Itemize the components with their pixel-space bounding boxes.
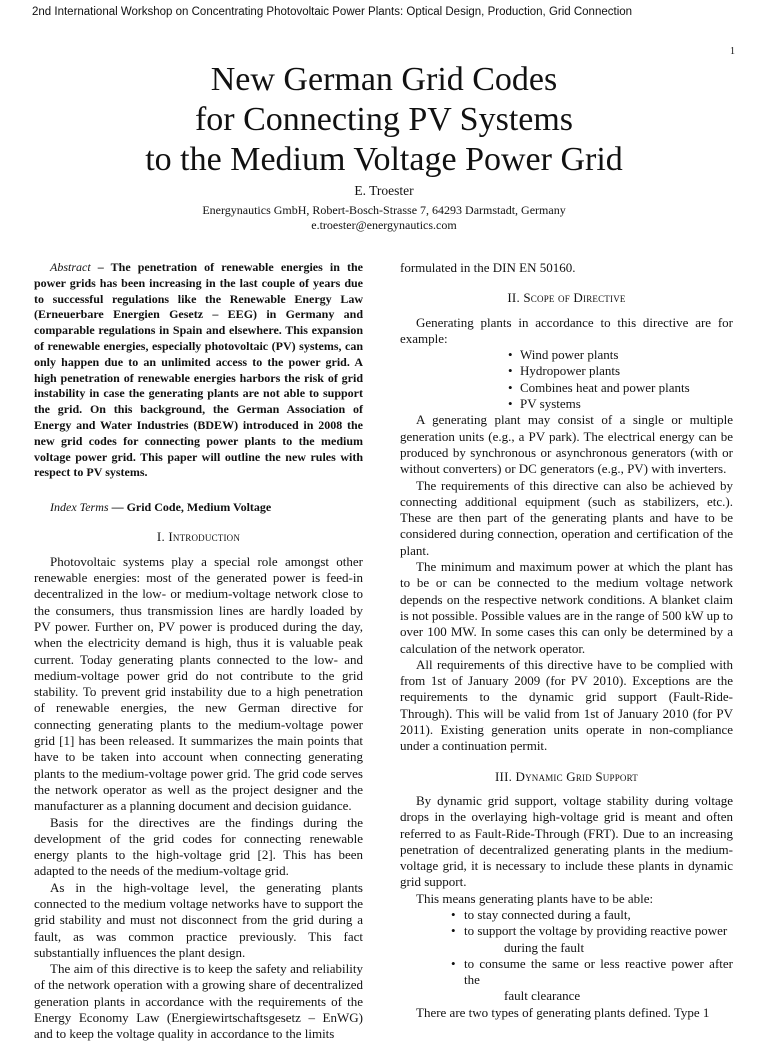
paragraph: By dynamic grid support, voltage stability during voltage drops in the overlaying high-voltage grid is meant and often referred to as Fault-Ride-Through (FRT). Due to an increasing penetration of decentralized generating plants in the medium-voltage grid, it is necessary to include these plants in dynamic grid support. xyxy=(400,792,733,890)
abstract-label: Abstract xyxy=(50,260,91,274)
paragraph: As in the high-voltage level, the generating plants connected to the medium voltage networks have to support the grid stability and must not disconnect from the grid during a fault, as was common practice previously. This fact substantially influences the plant design. xyxy=(34,879,363,960)
list-item-continuation: during the fault xyxy=(504,939,585,955)
paper-title xyxy=(0,60,768,180)
list-item xyxy=(400,956,733,1005)
list-item: • PV systems xyxy=(400,396,733,412)
index-terms-text: — Grid Code, Medium Voltage xyxy=(108,500,272,515)
paragraph: The minimum and maximum power at which the plant has to be or can be connected to the medium voltage network depends on the respective network conditions. A blanket claim is not possible. Possible values are in the range of 500 kW up to over 100 MW. In some cases this can only be determined by a calculation of the network operator. xyxy=(400,559,733,656)
email: e.troester@energynautics.com xyxy=(311,218,457,232)
paragraph: All requirements of this directive have to be complied with from 1st of January 2009 (for PV 2010). Exceptions are the requirements to the dynamic grid support (Fault-Ride-Through). This will be valid from 1st of January 2010 (for PV 2011). Existing generation units operate in non-compliance under a continuation permit. xyxy=(400,656,733,754)
section-heading-dynamic-grid-support: III. Dynamic Grid Support xyxy=(495,768,638,784)
right-column xyxy=(400,260,733,1021)
plant-type-list xyxy=(400,347,733,412)
title-line-2: for Connecting PV Systems xyxy=(194,101,574,138)
list-item xyxy=(400,923,733,956)
section-heading-introduction: I. Introduction xyxy=(156,529,241,545)
affiliation-block xyxy=(0,203,768,233)
affiliation: Energynautics GmbH, Robert-Bosch-Strasse 7, 64293 Darmstadt, Germany xyxy=(202,203,566,217)
abstract-text: – The penetration of renewable energies in the power grids has been increasing in the last couple of years due to successful regulations like the Renewable Energy Law (Erneuerbare Energien Gesetz – EEG) in Germany and comparable regulations in Spain and elsewhere. This expansion of renewable energies, especially photovoltaic (PV) systems, can only happen due to an unlimited access to the power grid. A high penetration of renewable energies harbors the risk of grid instability in case the generating plants are not able to support the grid. On this background, the German Association of Energy and Water Industries (BDEW) introduced in 2008 the new grid codes for connecting power plants to the medium voltage power grid. This paper will outline the new rules with respect to PV systems. xyxy=(34,260,363,480)
list-item-continuation: fault clearance xyxy=(504,988,581,1004)
list-item: • Combines heat and power plants xyxy=(400,380,733,396)
paragraph: The requirements of this directive can also be achieved by connecting additional equipment (such as stabilizers, etc.). These are then part of the generating plants and have to be considered during connection, operation and certification of the plant. xyxy=(400,477,733,558)
list-item-text: to stay connected during a fault, xyxy=(464,906,631,922)
page-number: 1 xyxy=(730,46,735,57)
list-item: • Hydropower plants xyxy=(400,363,733,379)
requirement-list xyxy=(400,907,733,1005)
abstract xyxy=(34,260,363,481)
paragraph: Generating plants in accordance to this directive are for example: xyxy=(400,314,733,346)
running-header: 2nd International Workshop on Concentrating Photovoltaic Power Plants: Optical Design, Production, Grid Connection xyxy=(32,6,633,18)
paragraph: Basis for the directives are the findings during the development of the grid codes for connecting renewable energy plants to the high-voltage grid [2]. This has been adapted to the needs of the medium-voltage grid. xyxy=(34,814,363,879)
list-item xyxy=(400,907,733,923)
paragraph: There are two types of generating plants defined. Type 1 xyxy=(416,1004,710,1020)
left-column xyxy=(34,260,363,1043)
paragraph: The aim of this directive is to keep the safety and reliability of the network operation with a growing share of decentralized generation plants in accordance with the requirements of the Energy Economy Law (Energiewirtschaftsgesetz – EnWG) and to keep the voltage quality in accordance to the limits xyxy=(34,961,363,1042)
list-item-text: to support the voltage by providing reactive power xyxy=(464,923,728,939)
list-item: • Wind power plants xyxy=(400,347,733,363)
index-terms xyxy=(34,499,363,515)
paragraph: This means generating plants have to be able: xyxy=(416,890,654,906)
list-item-text: to consume the same or less reactive power after the xyxy=(464,955,733,988)
title-line-3: to the Medium Voltage Power Grid xyxy=(145,141,623,178)
title-line-1: New German Grid Codes xyxy=(210,61,558,98)
index-terms-label: Index Terms xyxy=(50,500,109,515)
paragraph: A generating plant may consist of a single or multiple generation units (e.g., a PV park). The electrical energy can be produced by synchronous or asynchronous generators (with or without converters) or DC generators (e.g., PV) with inverters. xyxy=(400,412,733,477)
author: E. Troester xyxy=(354,183,414,198)
section-heading-scope: II. Scope of Directive xyxy=(507,290,626,306)
paragraph: Photovoltaic systems play a special role amongst other renewable energies: most of the generated power is feed-in decentralized in the low- or medium-voltage network close to the consumers, thus transmission lines are hardly loaded by PV power. Further on, PV power is produced during the day, when the electricity demand is high, thus it is valuable peak current. Today generating plants connected to the low- and medium-voltage power grid do not contribute to the grid stability. To prevent grid instability due to a high penetration of renewable energies, the new German directive for connecting generating plants to the medium-voltage power grid [1] has been released. It summarizes the main points that have to be taken into account when connecting generating plants to the medium-voltage power grid. The grid code serves the network operator as well as the project designer and the manufacturer as a planning document and decision guidance. xyxy=(34,553,363,814)
paragraph-continuation: formulated in the DIN EN 50160. xyxy=(400,260,576,275)
